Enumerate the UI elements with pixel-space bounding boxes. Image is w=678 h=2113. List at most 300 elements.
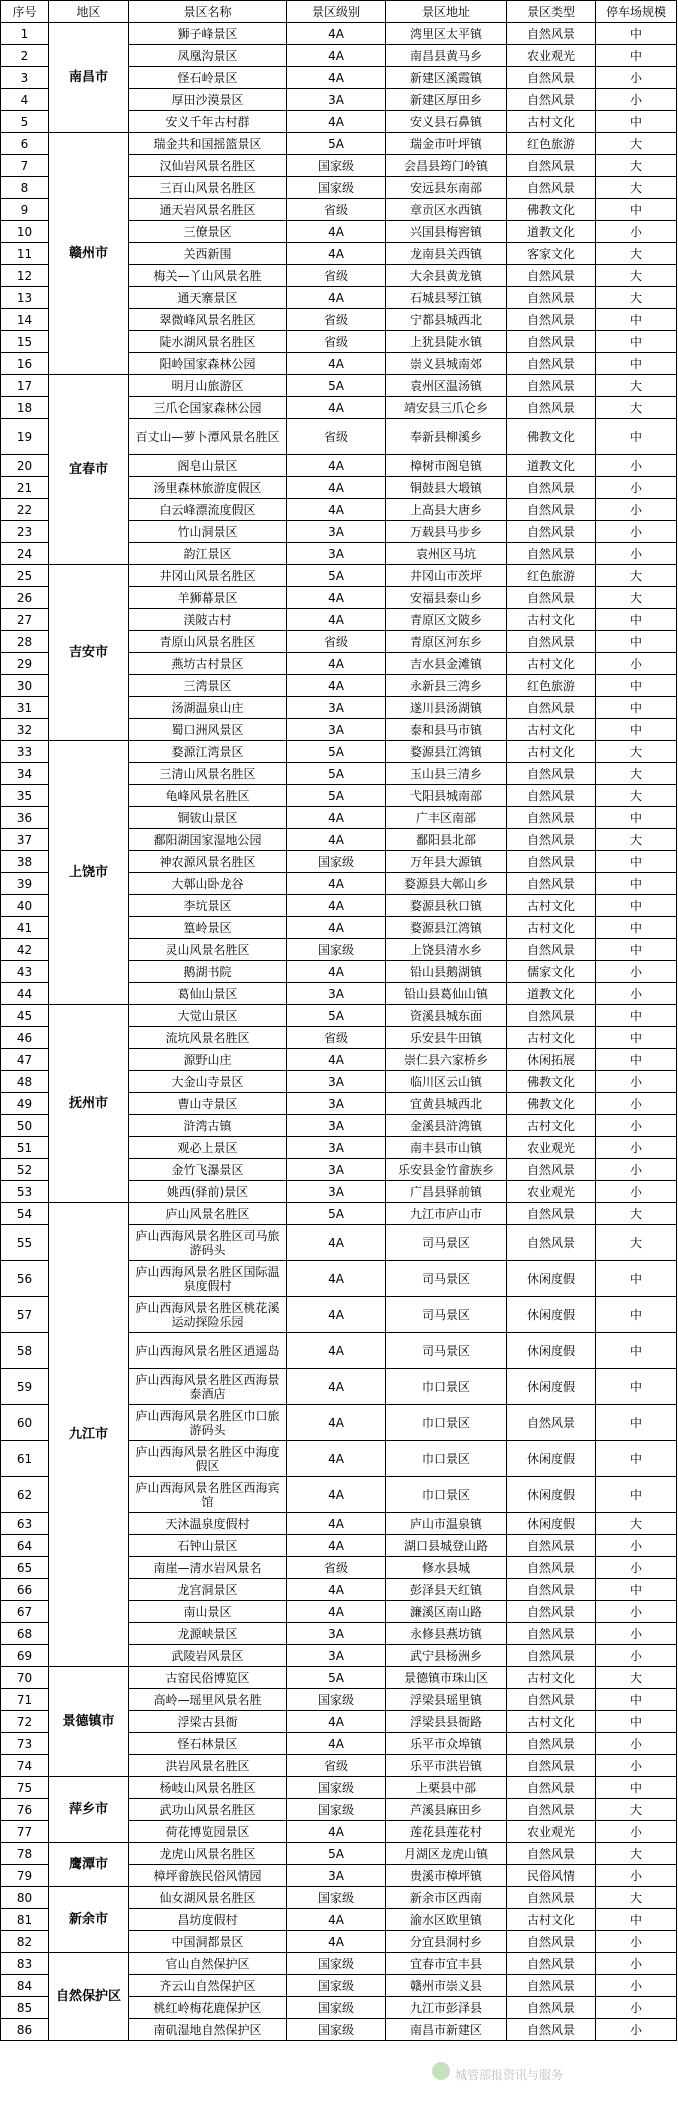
cell-index: 82: [1, 1931, 49, 1953]
cell-type: 自然风景: [507, 1843, 596, 1865]
cell-type: 佛教文化: [507, 1071, 596, 1093]
cell-type: 自然风景: [507, 1601, 596, 1623]
cell-level: 省级: [287, 419, 386, 455]
cell-index: 41: [1, 917, 49, 939]
cell-index: 6: [1, 133, 49, 155]
cell-address: 永新县三湾乡: [386, 675, 507, 697]
watermark-icon: [432, 2062, 450, 2080]
cell-address: 樟树市阁皂镇: [386, 455, 507, 477]
cell-address: 九江市庐山市: [386, 1203, 507, 1225]
cell-index: 71: [1, 1689, 49, 1711]
cell-index: 63: [1, 1513, 49, 1535]
cell-address: 永修县燕坊镇: [386, 1623, 507, 1645]
cell-parking: 大: [596, 1799, 677, 1821]
cell-name: 庐山西海风景名胜区巾口旅游码头: [129, 1405, 287, 1441]
cell-parking: 小: [596, 1953, 677, 1975]
cell-index: 4: [1, 89, 49, 111]
cell-address: 分宜县洞村乡: [386, 1931, 507, 1953]
cell-name: 翠微峰风景名胜区: [129, 309, 287, 331]
cell-index: 51: [1, 1137, 49, 1159]
cell-type: 古村文化: [507, 895, 596, 917]
cell-name: 三僚景区: [129, 221, 287, 243]
cell-index: 72: [1, 1711, 49, 1733]
cell-name: 桃红岭梅花鹿保护区: [129, 1997, 287, 2019]
cell-type: 自然风景: [507, 1225, 596, 1261]
cell-type: 自然风景: [507, 1005, 596, 1027]
table-row: [1, 1887, 677, 1909]
cell-index: 79: [1, 1865, 49, 1887]
cell-parking: 中: [596, 309, 677, 331]
cell-parking: 小: [596, 1137, 677, 1159]
cell-address: 巾口景区: [386, 1441, 507, 1477]
cell-index: 25: [1, 565, 49, 587]
cell-type: 红色旅游: [507, 133, 596, 155]
table-row: [1, 375, 677, 397]
cell-address: 袁州区马坑: [386, 543, 507, 565]
cell-parking: 中: [596, 631, 677, 653]
header-region: 地区: [49, 1, 129, 23]
cell-address: 奉新县柳溪乡: [386, 419, 507, 455]
cell-level: 省级: [287, 1557, 386, 1579]
cell-parking: 中: [596, 419, 677, 455]
cell-address: 铅山县葛仙山镇: [386, 983, 507, 1005]
cell-type: 古村文化: [507, 1027, 596, 1049]
cell-level: 4A: [287, 23, 386, 45]
table-body: [1, 23, 677, 2041]
cell-address: 宜黄县城西北: [386, 1093, 507, 1115]
cell-address: 安远县东南部: [386, 177, 507, 199]
cell-name: 古窑民俗博览区: [129, 1667, 287, 1689]
cell-name: 浮梁古县衙: [129, 1711, 287, 1733]
cell-level: 3A: [287, 1181, 386, 1203]
cell-name: 安义千年古村群: [129, 111, 287, 133]
cell-type: 佛教文化: [507, 1093, 596, 1115]
cell-index: 17: [1, 375, 49, 397]
cell-address: 乐平市洪岩镇: [386, 1755, 507, 1777]
header-address: 景区地址: [386, 1, 507, 23]
cell-level: 3A: [287, 1071, 386, 1093]
cell-name: 婺源江湾景区: [129, 741, 287, 763]
cell-parking: 中: [596, 1477, 677, 1513]
cell-parking: 小: [596, 543, 677, 565]
cell-address: 泰和县马市镇: [386, 719, 507, 741]
cell-index: 18: [1, 397, 49, 419]
cell-type: 古村文化: [507, 917, 596, 939]
cell-level: 5A: [287, 565, 386, 587]
cell-level: 4A: [287, 1909, 386, 1931]
cell-address: 南丰县市山镇: [386, 1137, 507, 1159]
cell-type: 自然风景: [507, 873, 596, 895]
cell-parking: 中: [596, 1441, 677, 1477]
cell-address: 武宁县杨洲乡: [386, 1645, 507, 1667]
cell-index: 27: [1, 609, 49, 631]
cell-name: 篁岭景区: [129, 917, 287, 939]
cell-parking: 中: [596, 1005, 677, 1027]
cell-region: 抚州市: [49, 1005, 129, 1203]
cell-parking: 大: [596, 1843, 677, 1865]
cell-type: 古村文化: [507, 609, 596, 631]
cell-parking: 小: [596, 1865, 677, 1887]
cell-index: 42: [1, 939, 49, 961]
cell-level: 4A: [287, 917, 386, 939]
cell-name: 齐云山自然保护区: [129, 1975, 287, 1997]
cell-address: 上犹县陡水镇: [386, 331, 507, 353]
cell-type: 自然风景: [507, 785, 596, 807]
cell-level: 4A: [287, 499, 386, 521]
cell-parking: 中: [596, 45, 677, 67]
cell-index: 49: [1, 1093, 49, 1115]
cell-name: 高岭—瑶里风景名胜: [129, 1689, 287, 1711]
cell-level: 5A: [287, 133, 386, 155]
cell-parking: 中: [596, 1261, 677, 1297]
cell-level: 4A: [287, 1225, 386, 1261]
cell-type: 古村文化: [507, 719, 596, 741]
cell-address: 月湖区龙虎山镇: [386, 1843, 507, 1865]
cell-address: 南昌县黄马乡: [386, 45, 507, 67]
cell-level: 4A: [287, 287, 386, 309]
cell-level: 5A: [287, 1843, 386, 1865]
cell-name: 百丈山—萝卜潭风景名胜区: [129, 419, 287, 455]
cell-level: 国家级: [287, 1799, 386, 1821]
cell-level: 4A: [287, 1711, 386, 1733]
cell-name: 阁皂山景区: [129, 455, 287, 477]
cell-level: 4A: [287, 1513, 386, 1535]
cell-level: 4A: [287, 1333, 386, 1369]
cell-name: 庐山西海风景名胜区国际温泉度假村: [129, 1261, 287, 1297]
cell-level: 4A: [287, 221, 386, 243]
cell-level: 4A: [287, 1733, 386, 1755]
cell-address: 大余县黄龙镇: [386, 265, 507, 287]
cell-index: 85: [1, 1997, 49, 2019]
cell-level: 4A: [287, 1535, 386, 1557]
cell-parking: 中: [596, 1027, 677, 1049]
cell-name: 庐山西海风景名胜区西海景泰酒店: [129, 1369, 287, 1405]
cell-name: 庐山西海风景名胜区逍遥岛: [129, 1333, 287, 1369]
cell-index: 80: [1, 1887, 49, 1909]
cell-parking: 中: [596, 697, 677, 719]
cell-type: 自然风景: [507, 1159, 596, 1181]
cell-level: 国家级: [287, 1975, 386, 1997]
cell-name: 李坑景区: [129, 895, 287, 917]
cell-parking: 中: [596, 111, 677, 133]
cell-level: 4A: [287, 1579, 386, 1601]
cell-type: 红色旅游: [507, 675, 596, 697]
cell-address: 章贡区水西镇: [386, 199, 507, 221]
cell-name: 流坑风景名胜区: [129, 1027, 287, 1049]
cell-level: 国家级: [287, 851, 386, 873]
cell-type: 自然风景: [507, 1755, 596, 1777]
cell-level: 3A: [287, 1115, 386, 1137]
cell-index: 36: [1, 807, 49, 829]
cell-level: 4A: [287, 353, 386, 375]
cell-type: 自然风景: [507, 1887, 596, 1909]
cell-address: 玉山县三清乡: [386, 763, 507, 785]
cell-level: 4A: [287, 111, 386, 133]
cell-index: 62: [1, 1477, 49, 1513]
cell-address: 司马景区: [386, 1333, 507, 1369]
table-row: [1, 23, 677, 45]
cell-address: 新建区厚田乡: [386, 89, 507, 111]
cell-index: 83: [1, 1953, 49, 1975]
cell-type: 自然风景: [507, 1777, 596, 1799]
cell-index: 1: [1, 23, 49, 45]
cell-parking: 小: [596, 1975, 677, 1997]
cell-address: 贵溪市樟坪镇: [386, 1865, 507, 1887]
cell-index: 58: [1, 1333, 49, 1369]
cell-type: 自然风景: [507, 521, 596, 543]
cell-address: 婺源县江湾镇: [386, 741, 507, 763]
cell-address: 吉水县金滩镇: [386, 653, 507, 675]
cell-type: 古村文化: [507, 653, 596, 675]
cell-type: 农业观光: [507, 1821, 596, 1843]
cell-parking: 大: [596, 265, 677, 287]
cell-name: 金竹飞瀑景区: [129, 1159, 287, 1181]
cell-name: 庐山西海风景名胜区司马旅游码头: [129, 1225, 287, 1261]
cell-address: 莲花县莲花村: [386, 1821, 507, 1843]
cell-type: 古村文化: [507, 1667, 596, 1689]
cell-type: 农业观光: [507, 1181, 596, 1203]
cell-index: 55: [1, 1225, 49, 1261]
cell-level: 4A: [287, 587, 386, 609]
cell-level: 省级: [287, 1027, 386, 1049]
cell-type: 自然风景: [507, 1953, 596, 1975]
cell-name: 姚西(驿前)景区: [129, 1181, 287, 1203]
cell-index: 70: [1, 1667, 49, 1689]
cell-parking: 小: [596, 477, 677, 499]
cell-address: 金溪县浒湾镇: [386, 1115, 507, 1137]
cell-type: 自然风景: [507, 331, 596, 353]
cell-type: 道教文化: [507, 983, 596, 1005]
cell-address: 乐安县金竹畲族乡: [386, 1159, 507, 1181]
cell-address: 铅山县鹅湖镇: [386, 961, 507, 983]
cell-level: 国家级: [287, 1689, 386, 1711]
cell-level: 省级: [287, 331, 386, 353]
cell-type: 自然风景: [507, 287, 596, 309]
cell-level: 4A: [287, 653, 386, 675]
cell-address: 安义县石鼻镇: [386, 111, 507, 133]
cell-type: 自然风景: [507, 1799, 596, 1821]
cell-type: 自然风景: [507, 1645, 596, 1667]
cell-type: 自然风景: [507, 1557, 596, 1579]
cell-address: 庐山市温泉镇: [386, 1513, 507, 1535]
cell-address: 靖安县三爪仑乡: [386, 397, 507, 419]
cell-index: 73: [1, 1733, 49, 1755]
cell-name: 樟坪畲族民俗风情园: [129, 1865, 287, 1887]
cell-type: 自然风景: [507, 1623, 596, 1645]
cell-address: 弋阳县城南部: [386, 785, 507, 807]
cell-type: 自然风景: [507, 309, 596, 331]
cell-name: 大鄣山卧龙谷: [129, 873, 287, 895]
cell-name: 韵江景区: [129, 543, 287, 565]
cell-type: 自然风景: [507, 155, 596, 177]
cell-name: 羊狮幕景区: [129, 587, 287, 609]
table-row: [1, 133, 677, 155]
cell-level: 4A: [287, 397, 386, 419]
cell-parking: 大: [596, 1667, 677, 1689]
cell-address: 新建区溪霞镇: [386, 67, 507, 89]
cell-parking: 大: [596, 287, 677, 309]
cell-level: 4A: [287, 1601, 386, 1623]
cell-index: 50: [1, 1115, 49, 1137]
cell-address: 会昌县筠门岭镇: [386, 155, 507, 177]
table-header-row: [1, 1, 677, 23]
cell-type: 休闲度假: [507, 1513, 596, 1535]
cell-parking: 小: [596, 521, 677, 543]
cell-index: 66: [1, 1579, 49, 1601]
cell-parking: 小: [596, 983, 677, 1005]
cell-address: 乐平市众埠镇: [386, 1733, 507, 1755]
cell-name: 龙源峡景区: [129, 1623, 287, 1645]
cell-address: 崇义县城南郊: [386, 353, 507, 375]
cell-level: 3A: [287, 983, 386, 1005]
cell-level: 3A: [287, 1137, 386, 1159]
cell-level: 国家级: [287, 155, 386, 177]
cell-parking: 大: [596, 1887, 677, 1909]
cell-address: 芦溪县麻田乡: [386, 1799, 507, 1821]
cell-address: 瑞金市叶坪镇: [386, 133, 507, 155]
cell-index: 61: [1, 1441, 49, 1477]
cell-name: 三爪仑国家森林公园: [129, 397, 287, 419]
cell-level: 4A: [287, 477, 386, 499]
cell-parking: 中: [596, 1369, 677, 1405]
cell-level: 4A: [287, 243, 386, 265]
cell-name: 武陵岩风景区: [129, 1645, 287, 1667]
cell-level: 3A: [287, 521, 386, 543]
cell-index: 81: [1, 1909, 49, 1931]
cell-level: 国家级: [287, 177, 386, 199]
cell-index: 13: [1, 287, 49, 309]
cell-level: 4A: [287, 675, 386, 697]
cell-index: 28: [1, 631, 49, 653]
cell-parking: 小: [596, 653, 677, 675]
cell-index: 23: [1, 521, 49, 543]
cell-parking: 中: [596, 353, 677, 375]
cell-name: 庐山西海风景名胜区中海度假区: [129, 1441, 287, 1477]
cell-type: 自然风景: [507, 89, 596, 111]
cell-name: 通天岩风景名胜区: [129, 199, 287, 221]
cell-index: 34: [1, 763, 49, 785]
cell-name: 明月山旅游区: [129, 375, 287, 397]
cell-address: 婺源县大鄣山乡: [386, 873, 507, 895]
cell-level: 4A: [287, 1261, 386, 1297]
table-row: [1, 1953, 677, 1975]
cell-name: 庐山西海风景名胜区西海宾馆: [129, 1477, 287, 1513]
header-name: 景区名称: [129, 1, 287, 23]
cell-level: 4A: [287, 1931, 386, 1953]
cell-index: 60: [1, 1405, 49, 1441]
cell-name: 灵山风景名胜区: [129, 939, 287, 961]
cell-name: 三清山风景名胜区: [129, 763, 287, 785]
cell-type: 自然风景: [507, 939, 596, 961]
table-row: [1, 1005, 677, 1027]
cell-type: 自然风景: [507, 807, 596, 829]
cell-level: 3A: [287, 1623, 386, 1645]
cell-type: 佛教文化: [507, 419, 596, 455]
cell-name: 怪石林景区: [129, 1733, 287, 1755]
cell-name: 武功山风景名胜区: [129, 1799, 287, 1821]
cell-parking: 中: [596, 1405, 677, 1441]
cell-type: 休闲拓展: [507, 1049, 596, 1071]
cell-name: 瑞金共和国摇篮景区: [129, 133, 287, 155]
cell-name: 怪石岭景区: [129, 67, 287, 89]
cell-name: 汤里森林旅游度假区: [129, 477, 287, 499]
cell-name: 厚田沙漠景区: [129, 89, 287, 111]
cell-parking: 小: [596, 961, 677, 983]
cell-parking: 中: [596, 895, 677, 917]
cell-type: 客家文化: [507, 243, 596, 265]
cell-address: 石城县琴江镇: [386, 287, 507, 309]
cell-name: 三湾景区: [129, 675, 287, 697]
cell-name: 曹山寺景区: [129, 1093, 287, 1115]
cell-level: 4A: [287, 873, 386, 895]
cell-level: 4A: [287, 1369, 386, 1405]
cell-type: 自然风景: [507, 499, 596, 521]
cell-address: 万载县马步乡: [386, 521, 507, 543]
cell-index: 8: [1, 177, 49, 199]
cell-name: 官山自然保护区: [129, 1953, 287, 1975]
cell-parking: 中: [596, 1579, 677, 1601]
cell-name: 竹山洞景区: [129, 521, 287, 543]
cell-index: 77: [1, 1821, 49, 1843]
cell-level: 省级: [287, 1755, 386, 1777]
cell-type: 自然风景: [507, 1733, 596, 1755]
cell-type: 自然风景: [507, 23, 596, 45]
header-index: 序号: [1, 1, 49, 23]
cell-parking: 大: [596, 785, 677, 807]
cell-type: 自然风景: [507, 477, 596, 499]
cell-type: 自然风景: [507, 1203, 596, 1225]
cell-name: 葛仙山景区: [129, 983, 287, 1005]
header-parking: 停车场规模: [596, 1, 677, 23]
cell-level: 5A: [287, 785, 386, 807]
cell-name: 南矶湿地自然保护区: [129, 2019, 287, 2041]
cell-parking: 小: [596, 1181, 677, 1203]
cell-address: 龙南县关西镇: [386, 243, 507, 265]
table-row: [1, 1203, 677, 1225]
cell-region: 自然保护区: [49, 1953, 129, 2041]
cell-name: 井冈山风景名胜区: [129, 565, 287, 587]
cell-type: 自然风景: [507, 67, 596, 89]
cell-index: 68: [1, 1623, 49, 1645]
cell-name: 三百山风景名胜区: [129, 177, 287, 199]
cell-level: 4A: [287, 67, 386, 89]
cell-parking: 小: [596, 1115, 677, 1137]
cell-parking: 小: [596, 1821, 677, 1843]
cell-index: 67: [1, 1601, 49, 1623]
cell-type: 自然风景: [507, 1689, 596, 1711]
cell-address: 铜鼓县大塅镇: [386, 477, 507, 499]
cell-name: 蜀口洲风景区: [129, 719, 287, 741]
cell-level: 3A: [287, 543, 386, 565]
cell-type: 自然风景: [507, 697, 596, 719]
cell-parking: 中: [596, 939, 677, 961]
cell-index: 7: [1, 155, 49, 177]
cell-name: 通天寨景区: [129, 287, 287, 309]
cell-index: 14: [1, 309, 49, 331]
cell-address: 司马景区: [386, 1225, 507, 1261]
cell-parking: 中: [596, 1333, 677, 1369]
cell-index: 20: [1, 455, 49, 477]
cell-address: 广丰区南部: [386, 807, 507, 829]
cell-name: 浒湾古镇: [129, 1115, 287, 1137]
cell-type: 自然风景: [507, 353, 596, 375]
cell-level: 4A: [287, 895, 386, 917]
cell-level: 5A: [287, 1005, 386, 1027]
cell-name: 南崖—清水岩风景名: [129, 1557, 287, 1579]
table-row: [1, 1667, 677, 1689]
cell-index: 16: [1, 353, 49, 375]
cell-address: 巾口景区: [386, 1405, 507, 1441]
